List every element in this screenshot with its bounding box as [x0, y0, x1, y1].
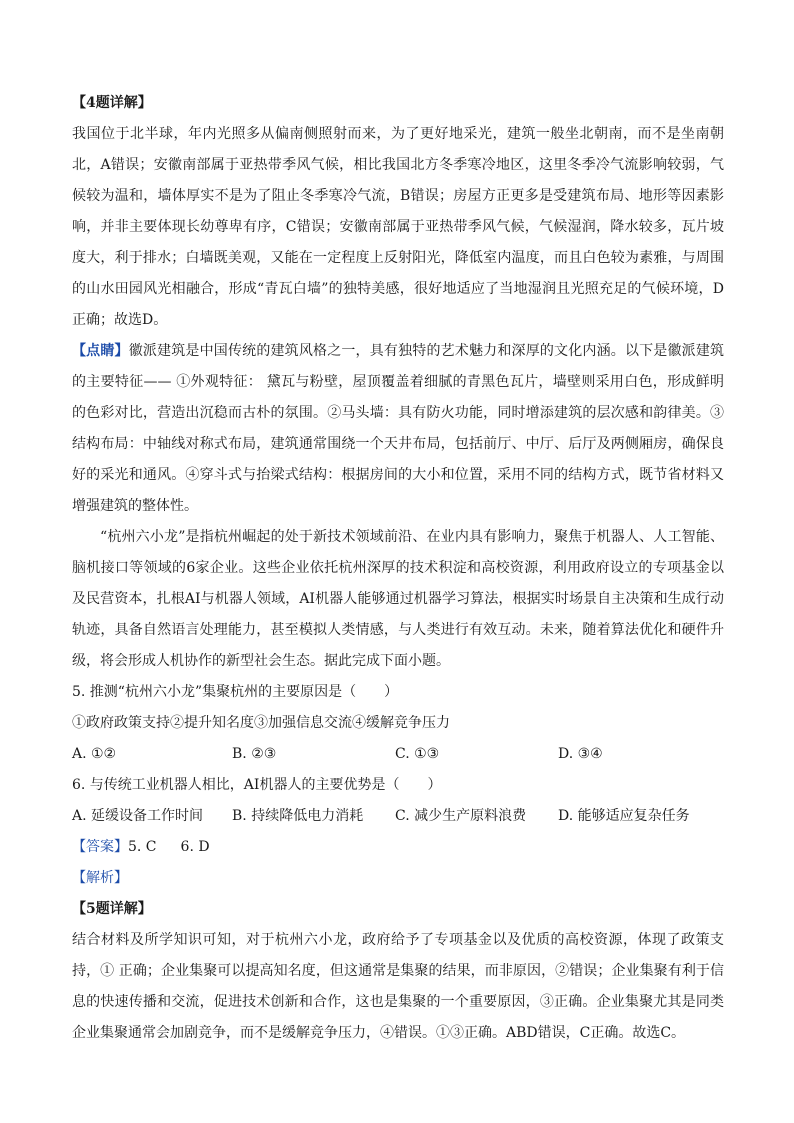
material-paragraph: “杭州六小龙”是指杭州崛起的处于新技术领域前沿、在业内具有影响力，聚焦于机器人、人工智能、脑机接口等领域的6家企业。这些企业依托杭州深厚的技术积淀和高校资源，利用政府设立的专项基金以及民营资本，扎根AI与机器人领域，AI机器人能够通过机器学习算法，根据实时场景自主决策和生成行动轨迹，具备自然语言处理能力，甚至模拟人类情感，与人类进行有效互动。未来，随着算法优化和硬件升级，将会形成人机协作的新型社会生态。据此完成下面小题。	[72, 529, 724, 669]
document-page	[72, 88, 724, 1049]
q5-option-a: A. ①②	[72, 746, 117, 762]
q4-detail-text: 我国位于北半球，年内光照多从偏南侧照射而来，为了更好地采光，建筑一般坐北朝南，而不是坐南朝北，A错误；安徽南部属于亚热带季风气候，相比我国北方冬季寒冷地区，这里冬季冷气流影响较弱，气候较为温和，墙体厚实不是为了阻止冬季寒冷气流，B错误；房屋方正更多是受建筑布局、地形等因素影响，并非主要体现长幼尊卑有序，C错误；安徽南部属于亚热带季风气候，气候湿润，降水较多，瓦片坡度大，利于排水；白墙既美观，又能在一定程度上反射阳光，降低室内温度，而且白色较为素雅，与周围的山水田园风光相融合，形成“青瓦白墙”的独特美感，很好地适应了当地湿润且光照充足的气候环境，D正确；故选D。	[72, 126, 724, 328]
q6-option-c: C. 减少生产原料浪费	[395, 808, 527, 824]
q5-options	[72, 739, 724, 770]
analysis-label: 【解析】	[72, 870, 128, 886]
answer-6: 6. D	[180, 839, 210, 855]
dianjing-text: 徽派建筑是中国传统的建筑风格之一，具有独特的艺术魅力和深厚的文化内涵。以下是徽派建筑的主要特征—— ①外观特征： 黛瓦与粉壁，屋顶覆盖着细腻的青黑色瓦片，墙壁则采用白色，形成鲜明的色彩对比，营造出沉稳而古朴的氛围。②马头墙：具有防火功能，同时增添建筑的层次感和韵律美。③结构布局：中轴线对称式布局，建筑通常围绕一个天井布局，包括前厅、中厅、后厅及两侧厢房，确保良好的采光和通风。④穿斗式与抬梁式结构：根据房间的大小和位置，采用不同的结构方式，既节省材料又增强建筑的整体性。	[72, 343, 725, 514]
q6-stem: 6. 与传统工业机器人相比，AI机器人的主要优势是（ ）	[72, 777, 442, 793]
answer-label: 【答案】	[72, 839, 128, 855]
q5-detail-text: 结合材料及所学知识可知，对于杭州六小龙，政府给予了专项基金以及优质的高校资源，体现了政策支持，① 正确；企业集聚可以提高知名度，但这通常是集聚的结果，而非原因，②错误；企业集聚有利于信息的快速传播和交流，促进技术创新和合作，这也是集聚的一个重要原因，③正确。企业集聚尤其是同类企业集聚通常会加剧竞争，而不是缓解竞争压力，④错误。①③正确。ABD错误，C正确。故选C。	[72, 932, 724, 1041]
answer-5: 5. C	[128, 839, 157, 855]
q6-option-d: D. 能够适应复杂任务	[558, 808, 690, 824]
q5-stem: 5. 推测“杭州六小龙”集聚杭州的主要原因是（ ）	[72, 684, 399, 700]
q5-detail-header: 【5题详解】	[72, 901, 152, 917]
answer-line	[72, 832, 724, 863]
q6-option-b: B. 持续降低电力消耗	[232, 808, 364, 824]
q5-items: ①政府政策支持②提升知名度③加强信息交流④缓解竞争压力	[72, 715, 450, 731]
q5-option-d: D. ③④	[558, 746, 603, 762]
q4-detail-header: 【4题详解】	[72, 95, 152, 111]
q5-option-c: C. ①③	[395, 746, 440, 762]
dianjing-header: 【点睛】	[72, 343, 129, 359]
q5-option-b: B. ②③	[232, 746, 277, 762]
q6-options	[72, 801, 724, 832]
q6-option-a: A. 延缓设备工作时间	[72, 808, 204, 824]
dianjing-block	[72, 336, 724, 522]
